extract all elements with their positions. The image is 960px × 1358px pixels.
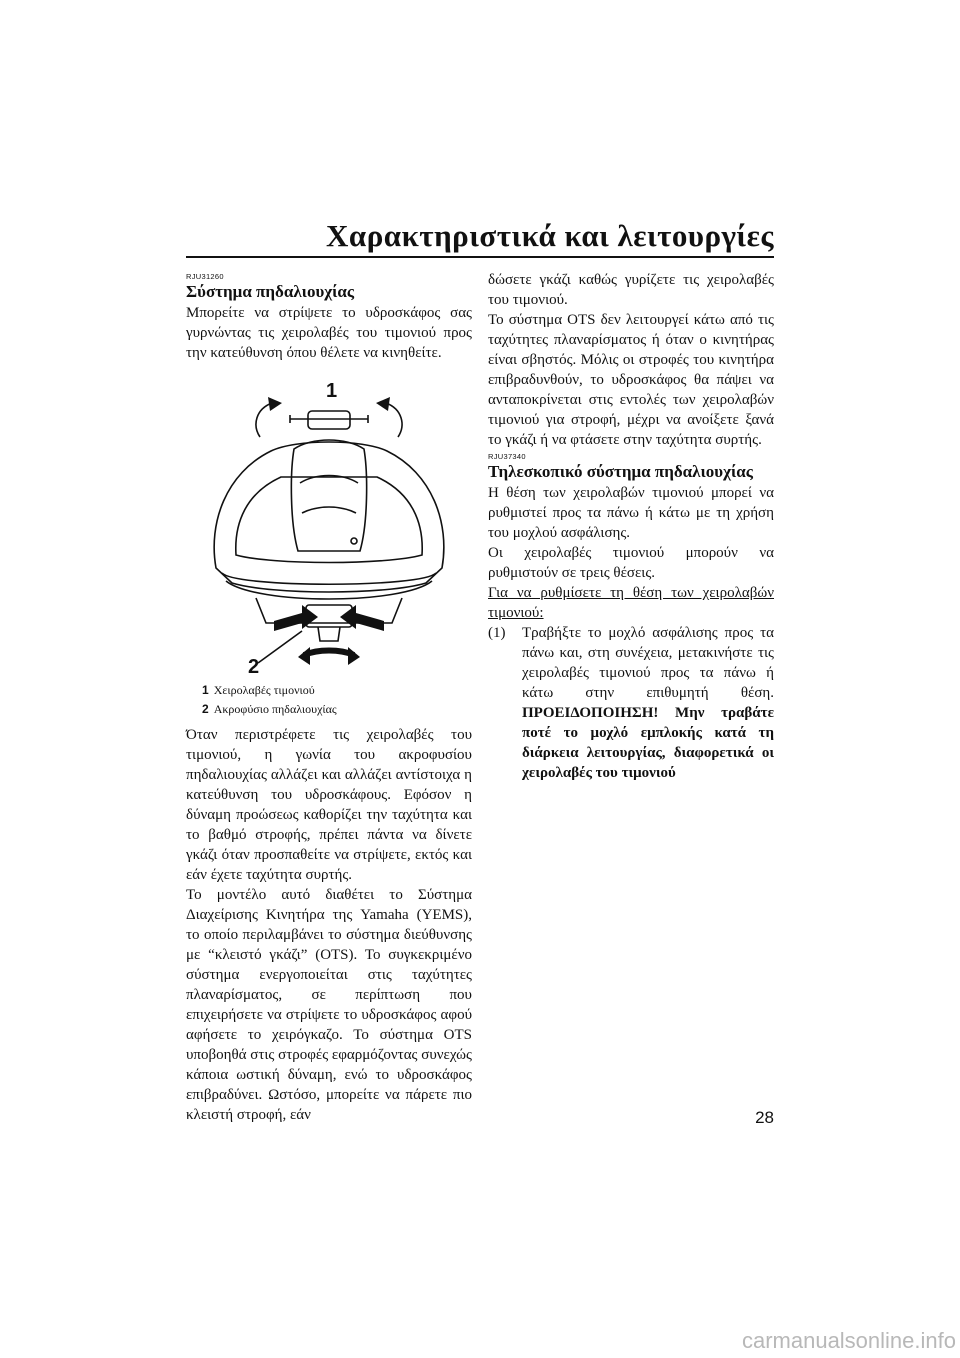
warning-text: Μην τραβάτε ποτέ το μοχλό εμπλοκής κατά τη διάρκεια λειτουργίας, διαφορετικά οι χειρολαβές του τιμονιού: [522, 705, 774, 781]
section-title-telescopic: Τηλεσκοπικό σύστημα πηδαλιουχίας: [488, 462, 753, 481]
watercraft-drawing: [186, 373, 472, 681]
right-column: [488, 270, 774, 783]
legend-item: [202, 700, 472, 719]
callout-2-label: 2: [248, 656, 260, 678]
step-1: [488, 623, 774, 783]
steering-paragraph-2: Όταν περιστρέφετε τις χειρολαβές του τιμονιού, η γωνία του ακροφυσίου πηδαλιουχίας αλλάζει και αλλάζει αντίστοιχα η κατεύθυνση του υδροσκάφους. Εφόσον η δύναμη προώσεως καθορίζει την ταχύτητα και το βαθμό στροφής, πρέπει πάντα να δίνετε γκάζι όταν προσπαθείτε να στρίψετε, εκτός και εάν έχετε ταχύτητα συρτής.: [186, 727, 472, 883]
telescopic-paragraph-2: Οι χειρολαβές τιμονιού μπορούν να ρυθμιστούν σε τρεις θέσεις.: [488, 545, 774, 581]
header-rule: [186, 256, 774, 258]
step-body: [522, 623, 774, 783]
section-code: RJU37340: [488, 452, 526, 461]
steering-paragraph-3: Το μοντέλο αυτό διαθέτει το Σύστημα Διαχείρισης Κινητήρα της Yamaha (YEMS), το οποίο περιλαμβάνει το σύστημα διεύθυνσης με “κλειστό γκάζι” (OTS). Το συγκεκριμένο σύστημα ενεργοποιείται στις ταχύτητες πλαναρίσματος, σε περίπτωση που επιχειρήσετε να στρίψετε το υδροσκάφος αφού αφήσετε το χειρόγκαζο. Το σύστημα OTS υποβοηθά στις στροφές εφαρμόζοντας συνεχώς κάποια ωστική δύναμη, ενώ το υδροσκάφος επιβραδύνει. Ωστόσο, μπορείτε να πάρετε πιο κλειστή στροφή, εάν: [186, 887, 472, 1123]
section-code: RJU31260: [186, 272, 224, 281]
watermark: carmanualsonline.info: [741, 1328, 956, 1353]
page-header-title: Χαρακτηριστικά και λειτουργίες: [326, 218, 774, 253]
watercraft-steering-illustration: [186, 373, 472, 681]
legend-text: Ακροφύσιο πηδαλιουχίας: [213, 702, 337, 716]
callout-1-label: 1: [326, 380, 338, 402]
figure-legend: [202, 681, 472, 719]
legend-number: 2: [202, 702, 209, 716]
steering-intro-paragraph: Μπορείτε να στρίψετε το υδροσκάφος σας γυρνώντας τις χειρολαβές του τιμονιού προς την κατεύθυνση όπου θέλετε να κινηθείτε.: [186, 305, 472, 361]
legend-number: 1: [202, 683, 209, 697]
legend-item: [202, 681, 472, 700]
step-text: Τραβήξτε το μοχλό ασφάλισης προς τα πάνω και, στη συνέχεια, μετακινήστε τις χειρολαβές τιμονιού προς τα πάνω ή κάτω στην επιθυμητή θέση.: [522, 625, 774, 701]
ots-paragraph-2: Το σύστημα OTS δεν λειτουργεί κάτω από τις ταχύτητες πλαναρίσματος ή όταν ο κινητήρας είναι σβηστός. Μόλις οι στροφές του κινητήρα επιβραδυνθούν, το υδροσκάφος θα πάψει να ανταποκρίνεται στις εντολές των χειρολαβών τιμονιού για στροφή, μέχρι να ανοίξετε ξανά το γκάζι ή να φτάσετε στην ταχύτητα συρτής.: [488, 312, 774, 448]
warning-label: ΠΡΟΕΙΔΟΠΟΙΗΣΗ!: [522, 705, 659, 721]
left-column: [186, 270, 472, 1125]
legend-text: Χειρολαβές τιμονιού: [213, 683, 315, 697]
telescopic-paragraph-1: Η θέση των χειρολαβών τιμονιού μπορεί να ρυθμιστεί προς τα πάνω ή κάτω με τη χρήση του μοχλού ασφάλισης.: [488, 485, 774, 541]
step-number: (1): [488, 625, 506, 641]
howto-heading: Για να ρυθμίσετε τη θέση των χειρολαβών τιμονιού:: [488, 585, 774, 621]
ots-paragraph-1: δώσετε γκάζι καθώς γυρίζετε τις χειρολαβές του τιμονιού.: [488, 272, 774, 308]
section-title-steering: Σύστημα πηδαλιουχίας: [186, 282, 355, 301]
page-number: 28: [755, 1108, 774, 1127]
